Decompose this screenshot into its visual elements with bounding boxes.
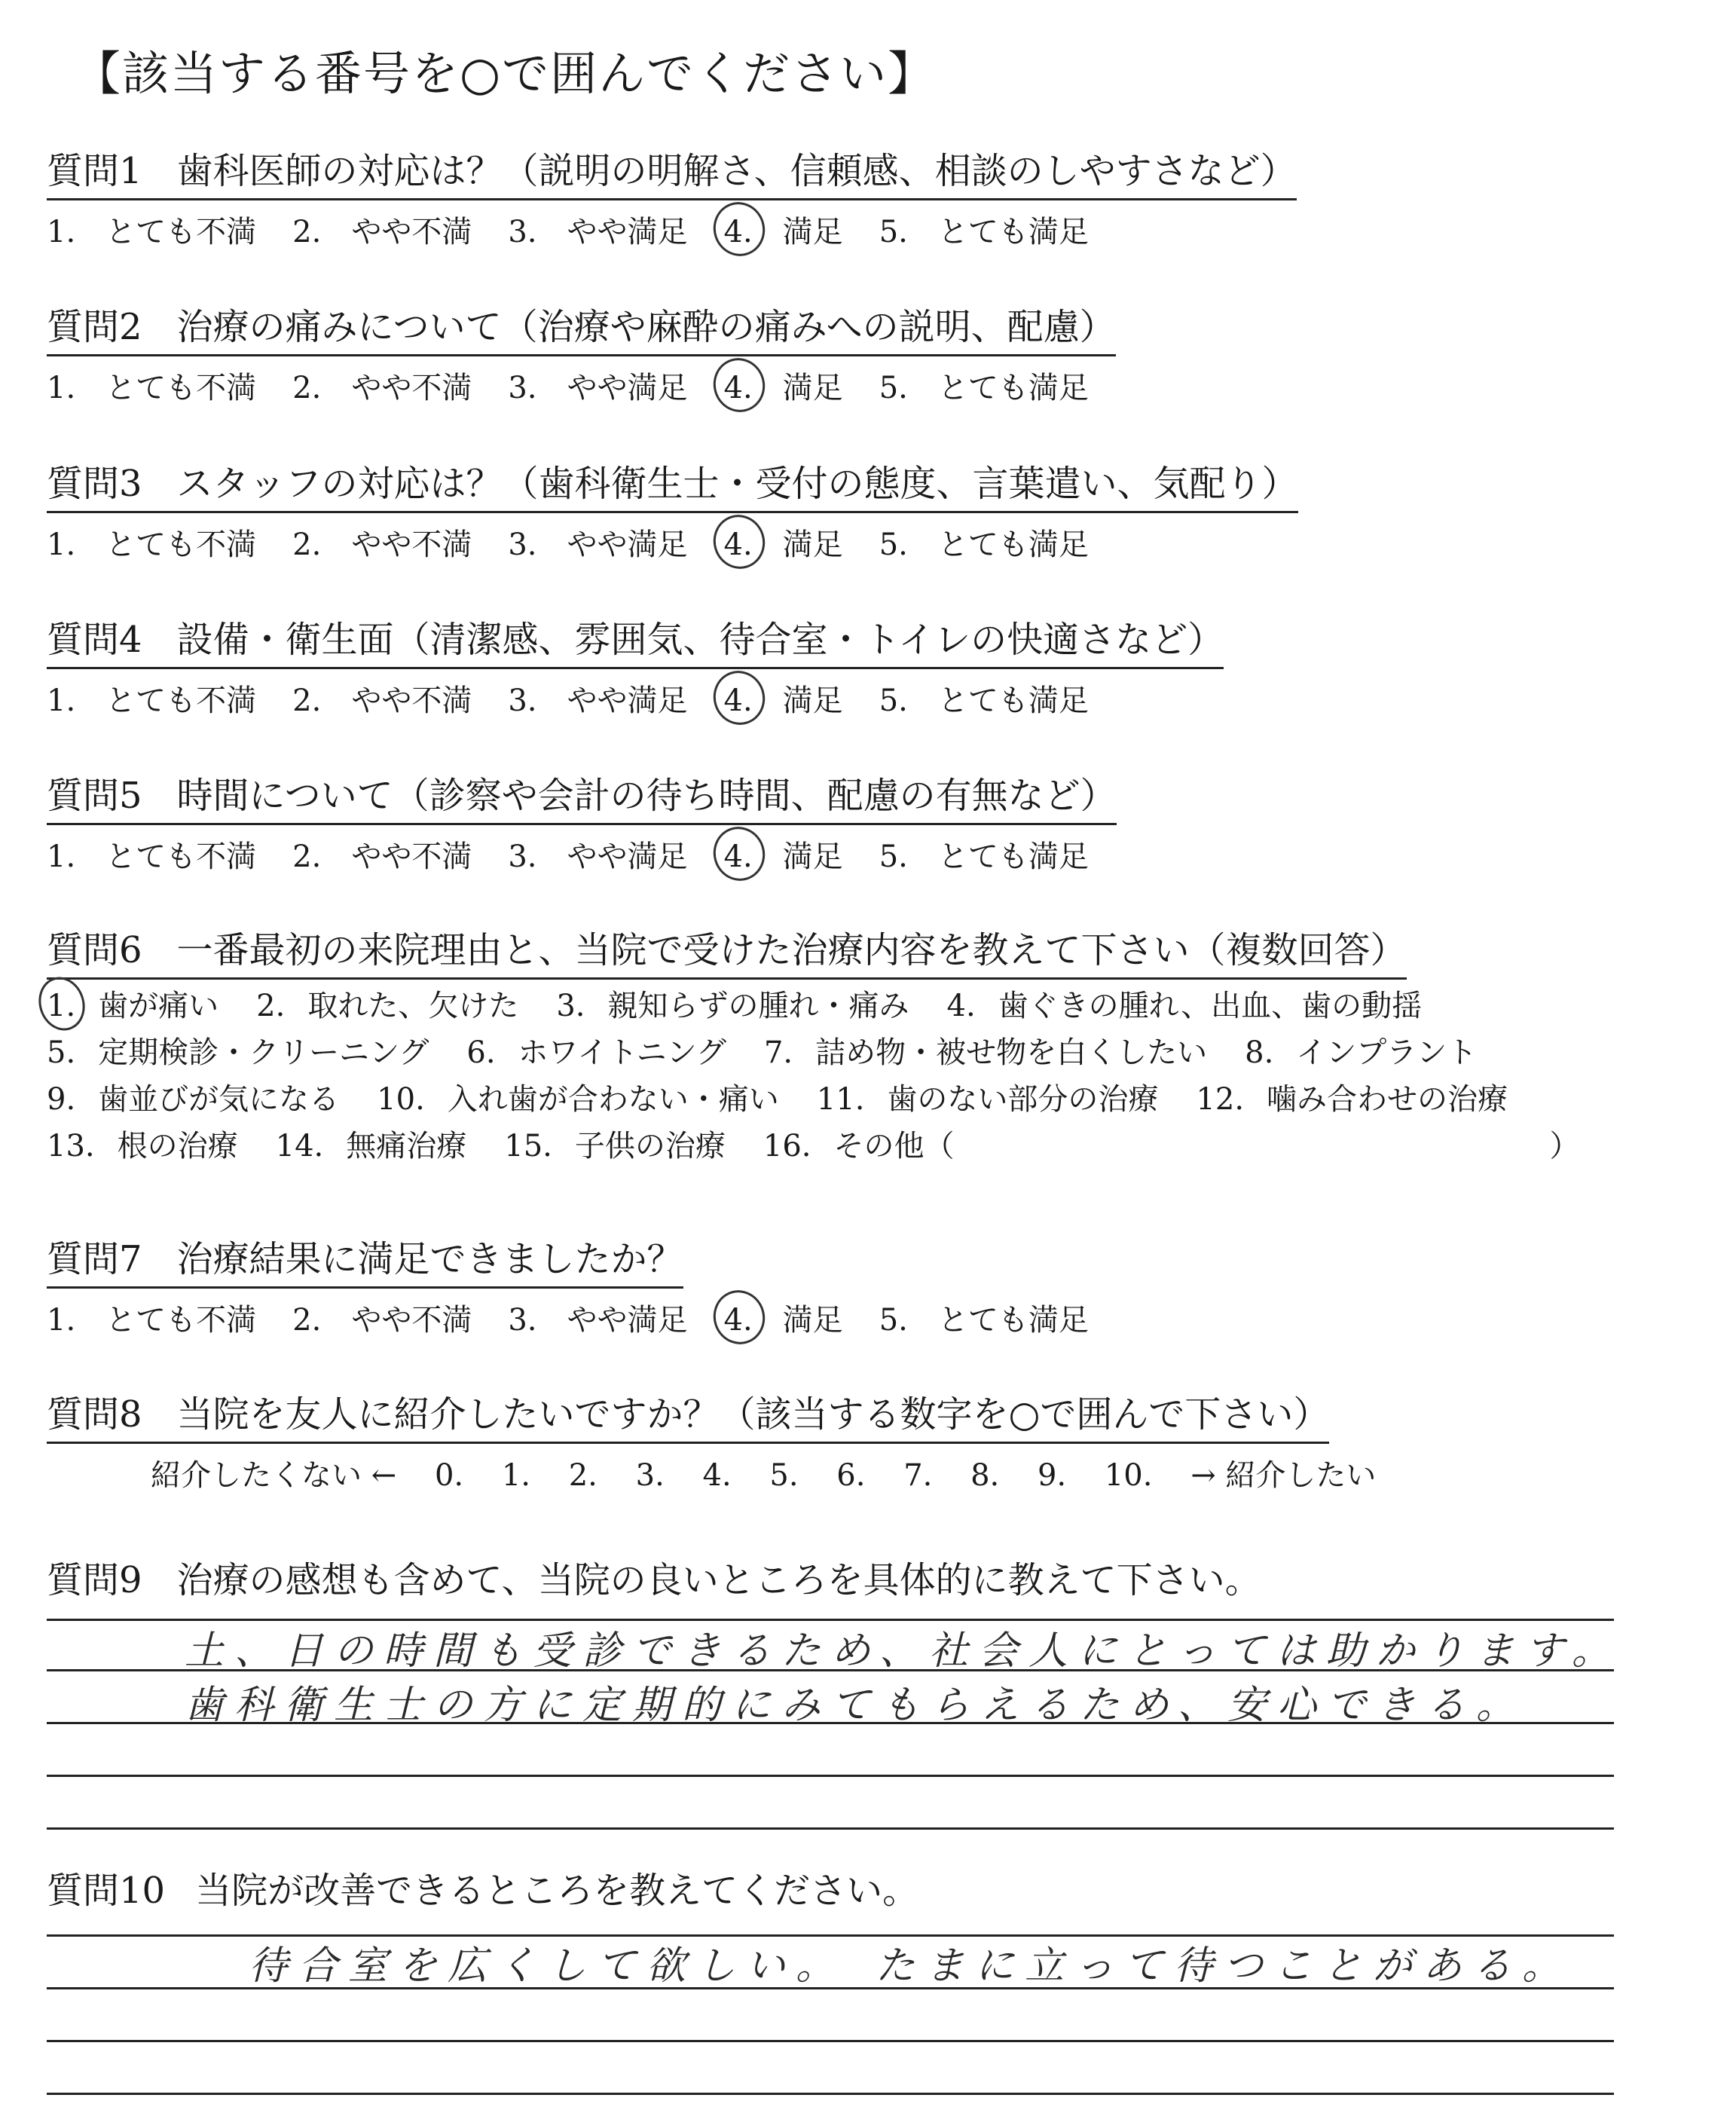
q6-option-12[interactable]: 12. 噛み合わせの治療 xyxy=(1196,1082,1508,1117)
q6-option-9[interactable]: 9. 歯並びが気になる xyxy=(47,1082,340,1117)
question-4-options xyxy=(47,677,1224,720)
hand-circle-mark xyxy=(706,820,772,887)
scale-left-label: 紹介したくない ← xyxy=(151,1458,397,1493)
option-2[interactable]: 2. やや不満 xyxy=(292,839,472,874)
scale-7[interactable]: 7. xyxy=(903,1458,933,1493)
q6-option-16-other[interactable]: 16. その他（ ） xyxy=(763,1129,1580,1164)
hand-circle-mark xyxy=(706,508,772,575)
question-4-heading: 質問4 設備・衛生面（清潔感、雰囲気、待合室・トイレの快適さなど） xyxy=(47,610,1224,669)
option-3[interactable]: 3. やや満足 xyxy=(508,1303,688,1338)
option-5[interactable]: 5. とても満足 xyxy=(879,683,1089,718)
option-1[interactable]: 1. とても不満 xyxy=(47,683,257,718)
option-1[interactable]: 1. とても不満 xyxy=(47,1303,257,1338)
scale-9[interactable]: 9. xyxy=(1037,1458,1067,1493)
option-4-selected[interactable]: 4. 満足 xyxy=(724,677,843,720)
option-3[interactable]: 3. やや満足 xyxy=(508,371,688,405)
option-3[interactable]: 3. やや満足 xyxy=(508,839,688,874)
question-4 xyxy=(47,610,1224,720)
option-3[interactable]: 3. やや満足 xyxy=(508,683,688,718)
hand-circle-mark xyxy=(706,1283,772,1350)
scale-1[interactable]: 1. xyxy=(501,1458,531,1493)
question-1-options xyxy=(47,208,1297,251)
scale-2[interactable]: 2. xyxy=(568,1458,598,1493)
question-10-heading: 質問10 当院が改善できるところを教えてください。 xyxy=(47,1870,919,1912)
option-1[interactable]: 1. とても不満 xyxy=(47,528,257,562)
scale-10[interactable]: 10. xyxy=(1104,1458,1153,1493)
q8-scale xyxy=(151,1451,1404,1494)
scale-5[interactable]: 5. xyxy=(769,1458,799,1493)
scale-6[interactable]: 6. xyxy=(836,1458,866,1493)
question-2 xyxy=(47,298,1125,407)
scale-8[interactable]: 8. xyxy=(970,1458,1000,1493)
option-2[interactable]: 2. やや不満 xyxy=(292,371,472,405)
scale-4[interactable]: 4. xyxy=(702,1458,732,1493)
question-3-heading: 質問3 スタッフの対応は？（歯科衛生士・受付の態度、言葉遣い、気配り） xyxy=(47,454,1298,513)
option-4-selected[interactable]: 4. 満足 xyxy=(724,364,843,407)
option-5[interactable]: 5. とても満足 xyxy=(879,839,1089,874)
answer-line xyxy=(47,2093,1614,2095)
scale-3[interactable]: 3. xyxy=(635,1458,665,1493)
question-7 xyxy=(47,1230,1125,1339)
question-9 xyxy=(47,1551,1261,1603)
option-3[interactable]: 3. やや満足 xyxy=(508,215,688,249)
question-5-heading: 質問5 時間について（診察や会計の待ち時間、配慮の有無など） xyxy=(47,766,1117,825)
q6-row-4 xyxy=(47,1124,1618,1168)
q6-option-6[interactable]: 6. ホワイトニング xyxy=(466,1035,726,1070)
scale-right-label: → 紹介したい xyxy=(1190,1458,1377,1493)
hand-circle-mark xyxy=(32,971,91,1036)
question-9-heading: 質問9 治療の感想も含めて、当院の良いところを具体的に教えて下さい。 xyxy=(47,1559,1261,1601)
option-4-selected[interactable]: 4. 満足 xyxy=(724,208,843,251)
option-4-selected[interactable]: 4. 満足 xyxy=(724,521,843,564)
q6-option-11[interactable]: 11. 歯のない部分の治療 xyxy=(816,1082,1159,1117)
question-5-options xyxy=(47,833,1125,876)
question-5 xyxy=(47,766,1125,876)
question-8 xyxy=(47,1385,1329,1444)
option-1[interactable]: 1. とても不満 xyxy=(47,839,257,874)
question-1 xyxy=(47,142,1297,251)
question-7-heading: 質問7 治療結果に満足できましたか？ xyxy=(47,1230,683,1289)
question-6 xyxy=(47,921,1618,1168)
option-2[interactable]: 2. やや不満 xyxy=(292,1303,472,1338)
option-5[interactable]: 5. とても満足 xyxy=(879,215,1089,249)
q6-option-15[interactable]: 15. 子供の治療 xyxy=(504,1129,726,1164)
q6-option-10[interactable]: 10. 入れ歯が合わない・痛い xyxy=(377,1082,779,1117)
q6-option-8[interactable]: 8. インプラント xyxy=(1245,1035,1478,1070)
q6-option-3[interactable]: 3. 親知らずの腫れ・痛み xyxy=(556,989,909,1023)
option-2[interactable]: 2. やや不満 xyxy=(292,683,472,718)
option-1[interactable]: 1. とても不満 xyxy=(47,215,257,249)
q6-row-1 xyxy=(47,984,1618,1028)
answer-line xyxy=(47,2040,1614,2042)
q9-handwritten-answer-line-2[interactable]: 歯科衛生士の方に定期的にみてもらえるため、安心できる。 xyxy=(185,1683,1526,1728)
q6-row-3 xyxy=(47,1078,1618,1121)
q6-option-7[interactable]: 7. 詰め物・被せ物を白くしたい xyxy=(763,1035,1208,1070)
answer-line xyxy=(47,1775,1614,1777)
question-2-heading: 質問2 治療の痛みについて（治療や麻酔の痛みへの説明、配慮） xyxy=(47,298,1116,356)
question-1-heading: 質問1 歯科医師の対応は？（説明の明解さ、信頼感、相談のしやすさなど） xyxy=(47,142,1297,200)
q6-option-5[interactable]: 5. 定期検診・クリーニング xyxy=(47,1035,429,1070)
question-2-options xyxy=(47,364,1125,407)
question-7-options xyxy=(47,1296,1125,1339)
hand-circle-mark xyxy=(706,195,772,262)
question-6-heading: 質問6 一番最初の来院理由と、当院で受けた治療内容を教えて下さい（複数回答） xyxy=(47,921,1407,980)
option-4-selected[interactable]: 4. 満足 xyxy=(724,833,843,876)
hand-circle-mark xyxy=(706,664,772,731)
option-5[interactable]: 5. とても満足 xyxy=(879,528,1089,562)
q6-option-13[interactable]: 13. 根の治療 xyxy=(47,1129,238,1164)
option-2[interactable]: 2. やや不満 xyxy=(292,528,472,562)
question-8-heading: 質問8 当院を友人に紹介したいですか？（該当する数字を○で囲んで下さい） xyxy=(47,1385,1329,1444)
question-3 xyxy=(47,454,1298,564)
scale-0[interactable]: 0. xyxy=(434,1458,464,1493)
question-10 xyxy=(47,1861,918,1913)
hand-circle-mark xyxy=(706,351,772,418)
q9-handwritten-answer-line-1[interactable]: 土、日の時間も受診できるため、社会人にとっては助かります。 xyxy=(185,1628,1621,1674)
q6-option-4[interactable]: 4. 歯ぐきの腫れ、出血、歯の動揺 xyxy=(946,989,1423,1023)
option-4-selected[interactable]: 4. 満足 xyxy=(724,1296,843,1339)
answer-line xyxy=(47,1827,1614,1830)
q6-option-1-selected[interactable]: 1. 歯が痛い xyxy=(47,984,219,1028)
option-3[interactable]: 3. やや満足 xyxy=(508,528,688,562)
question-3-options xyxy=(47,521,1298,564)
page-title: 【該当する番号を○で囲んでください】 xyxy=(74,46,937,101)
option-2[interactable]: 2. やや不満 xyxy=(292,215,472,249)
option-5[interactable]: 5. とても満足 xyxy=(879,371,1089,405)
q6-option-14[interactable]: 14. 無痛治療 xyxy=(275,1129,467,1164)
option-5[interactable]: 5. とても満足 xyxy=(879,1303,1089,1338)
q10-handwritten-answer[interactable]: 待合室を広くして欲しい。 たまに立って待つことがある。 xyxy=(249,1943,1572,1989)
option-1[interactable]: 1. とても不満 xyxy=(47,371,257,405)
q6-row-2 xyxy=(47,1031,1618,1075)
q6-option-2[interactable]: 2. 取れた、欠けた xyxy=(256,989,519,1023)
